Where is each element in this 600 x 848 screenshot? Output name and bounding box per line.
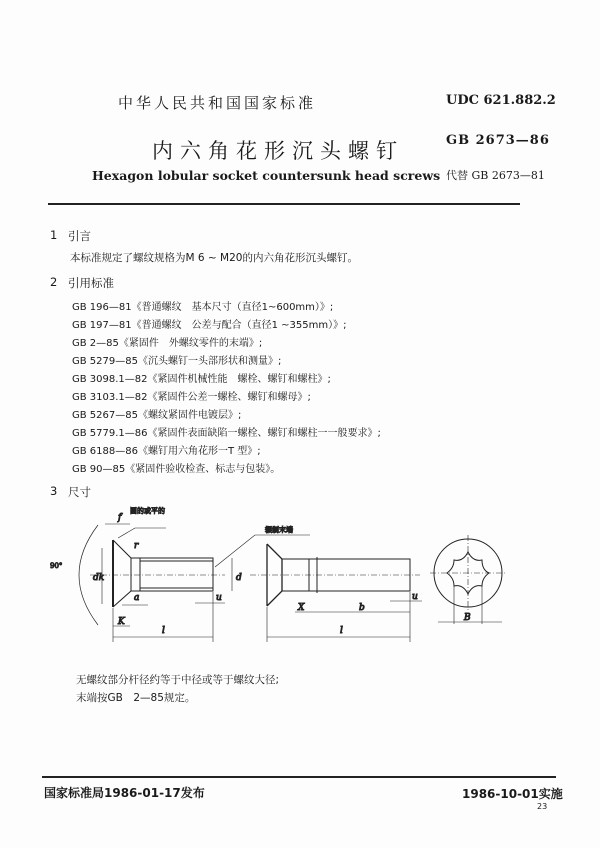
- reference-item: GB 5267—85《螺纹紧固件电镀层》;: [72, 410, 242, 421]
- note-round-or-flat: 圆的或平的: [130, 507, 165, 515]
- label-b: b: [359, 603, 365, 613]
- replaces-note: 代替 GB 2673—81: [446, 169, 545, 182]
- reference-item: GB 3098.1—82《紧固件机械性能 螺栓、螺钉和螺柱》;: [72, 374, 331, 385]
- reference-item: GB 6188—86《螺钉用六角花形一T 型》;: [72, 446, 261, 457]
- section-3-number: 3: [50, 484, 58, 498]
- label-dk: dk: [93, 573, 105, 583]
- reference-item: GB 90—85《紧固件验收检查、标志与包装》。: [72, 464, 281, 475]
- note-line: 末端按GB 2—85规定。: [76, 692, 196, 704]
- section-2-number: 2: [50, 275, 58, 289]
- english-title: Hexagon lobular socket countersunk head screws: [92, 168, 441, 183]
- label-u-left: u: [216, 593, 222, 603]
- label-x: X: [298, 603, 305, 613]
- end-view-socket: [430, 535, 506, 624]
- section-2-title: 引用标准: [68, 276, 114, 290]
- section-1-number: 1: [50, 228, 58, 242]
- reference-item: GB 3103.1—82《紧固件公差一螺栓、螺钉和螺母》;: [72, 392, 311, 403]
- header-divider: [48, 203, 520, 205]
- angle-label: 90°: [50, 562, 63, 570]
- label-d: d: [236, 573, 242, 583]
- page-title: 内六角花形沉头螺钉: [152, 139, 404, 163]
- effective-date: 1986-10-01实施: [462, 787, 563, 801]
- standard-type: 中华人民共和国国家标准: [118, 94, 317, 112]
- label-u-right: u: [412, 592, 418, 602]
- standard-code: GB 2673—86: [446, 133, 550, 148]
- label-b-width: B: [464, 613, 471, 623]
- section-3-title: 尺寸: [68, 485, 91, 499]
- reference-item: GB 5279—85《沉头螺钉一头部形状和测量》;: [72, 356, 282, 367]
- label-r: r: [134, 541, 139, 551]
- udc-code: UDC 621.882.2: [446, 93, 556, 108]
- section-1-text: 本标准规定了螺纹规格为M 6 ~ M20的内六角花形沉头螺钉。: [70, 252, 358, 264]
- label-k: K: [118, 617, 125, 627]
- issue-date: 国家标准局1986-01-17发布: [44, 786, 205, 800]
- reference-item: GB 196—81《普通螺纹 基本尺寸（直径1~600mm）》;: [72, 302, 334, 313]
- reference-item: GB 197—81《普通螺纹 公差与配合（直径1 ~355mm）》;: [72, 320, 347, 331]
- note-line: 无螺纹部分杆径约等于中径或等于螺纹大径;: [76, 674, 280, 686]
- section-1-title: 引言: [68, 229, 91, 243]
- screw-drawing: [50, 500, 580, 650]
- label-l-right: l: [340, 626, 343, 636]
- label-a: a: [134, 593, 140, 603]
- label-l-left: l: [162, 626, 165, 636]
- reference-item: GB 2—85《紧固件 外螺纹零件的末端》;: [72, 338, 263, 349]
- side-view-left: [79, 524, 310, 642]
- footer-divider: [42, 776, 556, 778]
- page-number: 23: [537, 802, 548, 811]
- side-view-middle: [250, 544, 422, 642]
- reference-item: GB 5779.1—86《紧固件表面缺陷一螺栓、螺钉和螺柱一一般要求》;: [72, 428, 381, 439]
- label-f: f: [118, 513, 122, 523]
- note-rolled-end: 辗制末端: [265, 526, 293, 534]
